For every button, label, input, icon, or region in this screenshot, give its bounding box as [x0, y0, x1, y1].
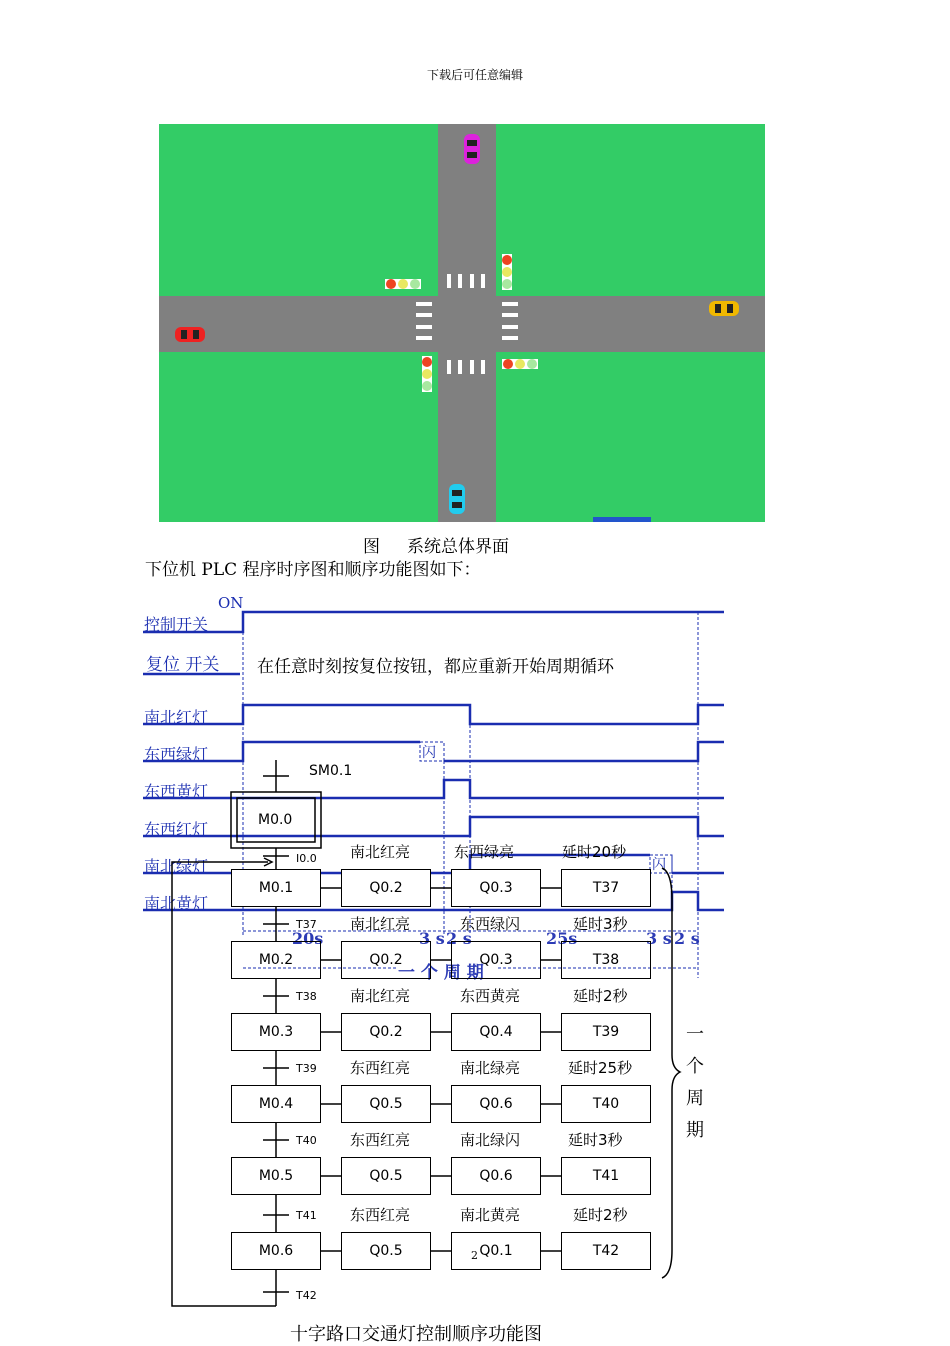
- initial-step: M0.0: [258, 812, 293, 828]
- page-number: 2: [471, 1249, 478, 1262]
- timing-signal-5: 东西红灯: [144, 820, 209, 839]
- init-transition: SM0.1: [309, 763, 353, 779]
- cycle-char-2: 周: [686, 1088, 704, 1109]
- sfc-caption: 十字路口交通灯控制顺序功能图: [290, 1324, 542, 1345]
- timing-signal-2: 南北红灯: [144, 708, 209, 727]
- action-box-3-2: T40: [561, 1085, 651, 1123]
- cycle-char-0: 一: [686, 1024, 704, 1045]
- desc-1-1: 东西绿闪: [460, 915, 521, 933]
- action-box-2-1: Q0.4: [451, 1013, 541, 1051]
- desc-5-0: 东西红亮: [350, 1206, 411, 1224]
- desc-1-2: 延时3秒: [573, 915, 628, 933]
- final-transition: T42: [296, 1289, 317, 1302]
- transition-3: T39: [296, 1062, 317, 1075]
- desc-1-0: 南北红亮: [350, 915, 411, 933]
- action-box-4-2: T41: [561, 1157, 651, 1195]
- action-box-1-1: Q0.3: [451, 941, 541, 979]
- header-note: 下载后可任意编辑: [426, 68, 523, 82]
- timing-signal-7: 南北黄灯: [144, 894, 209, 913]
- desc-0-0: 南北红亮: [350, 843, 411, 861]
- desc-5-1: 南北黄亮: [460, 1206, 521, 1224]
- duration-4: 3 s: [646, 929, 672, 948]
- timing-signal-1: 复位 开关: [146, 655, 220, 675]
- duration-2: 2 s: [446, 929, 472, 948]
- action-box-4-0: Q0.5: [341, 1157, 431, 1195]
- action-box-4-1: Q0.6: [451, 1157, 541, 1195]
- reset-note: 在任意时刻按复位按钮，都应重新开始周期循环: [257, 657, 614, 677]
- flash-label-2: 闪: [652, 857, 666, 873]
- action-box-3-0: Q0.5: [341, 1085, 431, 1123]
- action-box-5-2: T42: [561, 1232, 651, 1270]
- screen-caption: 图 系统总体界面: [363, 537, 510, 557]
- desc-0-1: 东西绿亮: [454, 843, 515, 861]
- desc-0-2: 延时20秒: [562, 843, 627, 861]
- action-box-2-2: T39: [561, 1013, 651, 1051]
- step-box-0: M0.1: [231, 869, 321, 907]
- transition-2: T38: [296, 990, 317, 1003]
- timing-signal-3: 东西绿灯: [144, 745, 209, 764]
- cycle-char-3: 期: [686, 1120, 704, 1141]
- desc-5-2: 延时2秒: [573, 1206, 628, 1224]
- action-box-1-0: Q0.2: [341, 941, 431, 979]
- desc-2-2: 延时2秒: [573, 987, 628, 1005]
- step-box-2: M0.3: [231, 1013, 321, 1051]
- action-box-5-0: Q0.5: [341, 1232, 431, 1270]
- step-box-5: M0.6: [231, 1232, 321, 1270]
- step-box-3: M0.4: [231, 1085, 321, 1123]
- desc-4-1: 南北绿闪: [460, 1131, 521, 1149]
- action-box-3-1: Q0.6: [451, 1085, 541, 1123]
- duration-0: 20s: [292, 929, 324, 948]
- period-label: 一 个 周 期: [398, 963, 484, 983]
- timing-signal-0: 控制开关: [144, 615, 209, 634]
- intro-text: 下位机 PLC 程序时序图和顺序功能图如下：: [145, 560, 481, 580]
- action-box-5-1: Q0.1: [451, 1232, 541, 1270]
- desc-4-2: 延时3秒: [568, 1131, 623, 1149]
- step-box-4: M0.5: [231, 1157, 321, 1195]
- action-box-2-0: Q0.2: [341, 1013, 431, 1051]
- cycle-char-1: 个: [686, 1056, 704, 1077]
- timing-on-label: ON: [218, 594, 244, 612]
- transition-0: I0.0: [296, 852, 317, 865]
- duration-3: 25s: [546, 929, 578, 948]
- timing-signal-4: 东西黄灯: [144, 782, 209, 801]
- step-box-1: M0.2: [231, 941, 321, 979]
- transition-5: T41: [296, 1209, 317, 1222]
- transition-1: T37: [296, 918, 317, 931]
- action-box-0-0: Q0.2: [341, 869, 431, 907]
- desc-3-1: 南北绿亮: [460, 1059, 521, 1077]
- desc-2-1: 东西黄亮: [460, 987, 521, 1005]
- desc-4-0: 东西红亮: [350, 1131, 411, 1149]
- action-box-0-2: T37: [561, 869, 651, 907]
- action-box-1-2: T38: [561, 941, 651, 979]
- duration-5: 2 s: [674, 929, 700, 948]
- duration-1: 3 s: [419, 929, 445, 948]
- timing-signal-6: 南北绿灯: [144, 857, 209, 876]
- desc-2-0: 南北红亮: [350, 987, 411, 1005]
- action-box-0-1: Q0.3: [451, 869, 541, 907]
- desc-3-2: 延时25秒: [568, 1059, 633, 1077]
- transition-4: T40: [296, 1134, 317, 1147]
- desc-3-0: 东西红亮: [350, 1059, 411, 1077]
- flash-label: 闪: [422, 745, 436, 761]
